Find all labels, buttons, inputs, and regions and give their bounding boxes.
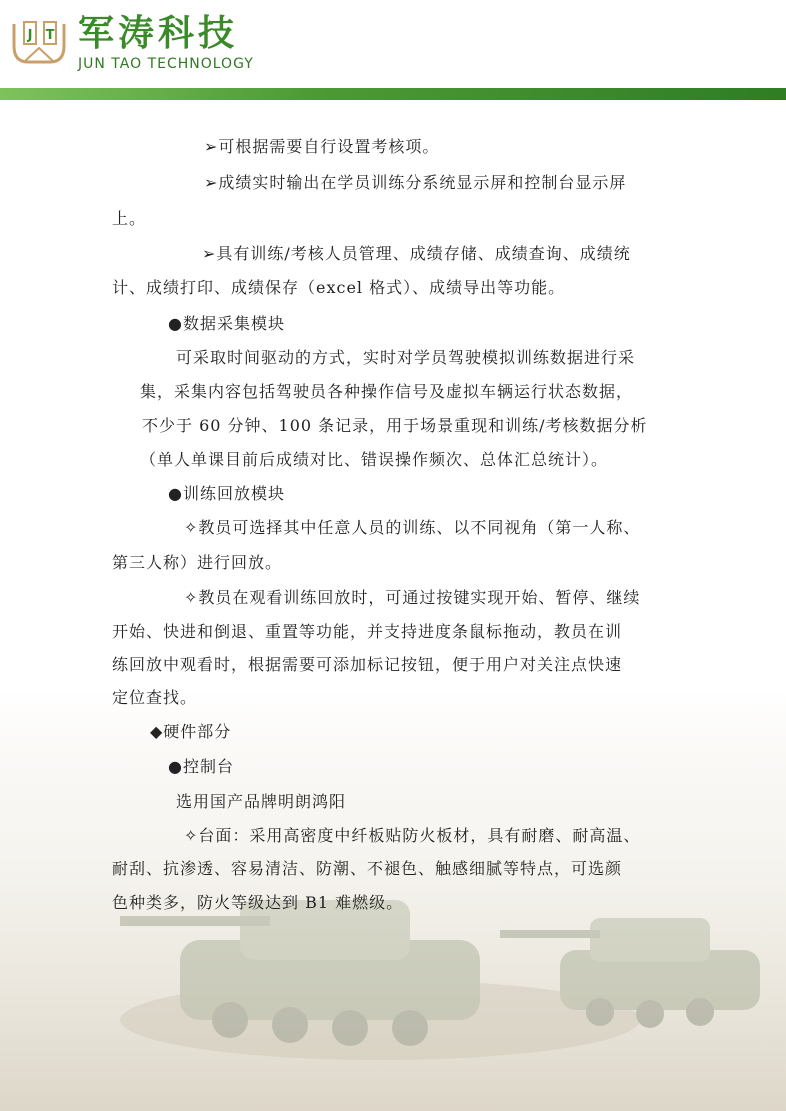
- text-line: ✧教员可选择其中任意人员的训练、以不同视角（第一人称、: [184, 518, 641, 537]
- text-line: ➢具有训练/考核人员管理、成绩存储、成绩查询、成绩统: [202, 244, 631, 263]
- svg-text:J: J: [27, 28, 33, 43]
- section-heading: ◆硬件部分: [150, 722, 232, 741]
- company-name-cn: 军涛科技: [78, 13, 239, 54]
- text-line: 色种类多，防火等级达到 B1 难燃级。: [112, 893, 404, 912]
- text-line: ➢可根据需要自行设置考核项。: [204, 137, 440, 156]
- text-line: ➢成绩实时输出在学员训练分系统显示屏和控制台显示屏: [204, 173, 627, 192]
- text-line: ✧教员在观看训练回放时，可通过按键实现开始、暂停、继续: [184, 588, 641, 607]
- text-line: 可采取时间驱动的方式，实时对学员驾驶模拟训练数据进行采: [176, 348, 636, 367]
- svg-text:T: T: [45, 28, 55, 43]
- section-heading: ●训练回放模块: [168, 484, 285, 503]
- text-line: 计、成绩打印、成绩保存（excel 格式）、成绩导出等功能。: [112, 278, 566, 297]
- section-heading: ●控制台: [168, 757, 234, 776]
- text-line: （单人单课目前后成绩对比、错误操作频次、总体汇总统计）。: [140, 450, 609, 469]
- text-line: 练回放中观看时，根据需要可添加标记按钮，便于用户对关注点快速: [112, 655, 623, 674]
- company-name-en: JUN TAO TECHNOLOGY: [78, 56, 254, 72]
- text-line: 选用国产品牌明朗鸿阳: [176, 792, 347, 811]
- section-heading: ●数据采集模块: [168, 314, 285, 333]
- text-line: 不少于 60 分钟、100 条记录，用于场景重现和训练/考核数据分析: [142, 416, 648, 435]
- text-line: 定位查找。: [112, 688, 198, 707]
- text-line: 开始、快进和倒退、重置等功能，并支持进度条鼠标拖动，教员在训: [112, 622, 623, 641]
- text-line: 耐刮、抗渗透、容易清洁、防潮、不褪色、触感细腻等特点，可选颜: [112, 859, 623, 878]
- text-line: 集，采集内容包括驾驶员各种操作信号及虚拟车辆运行状态数据，: [140, 382, 634, 401]
- text-line: 上。: [112, 209, 147, 228]
- text-line: ✧台面：采用高密度中纤板贴防火板材，具有耐磨、耐高温、: [184, 826, 641, 845]
- text-line: 第三人称）进行回放。: [112, 553, 283, 572]
